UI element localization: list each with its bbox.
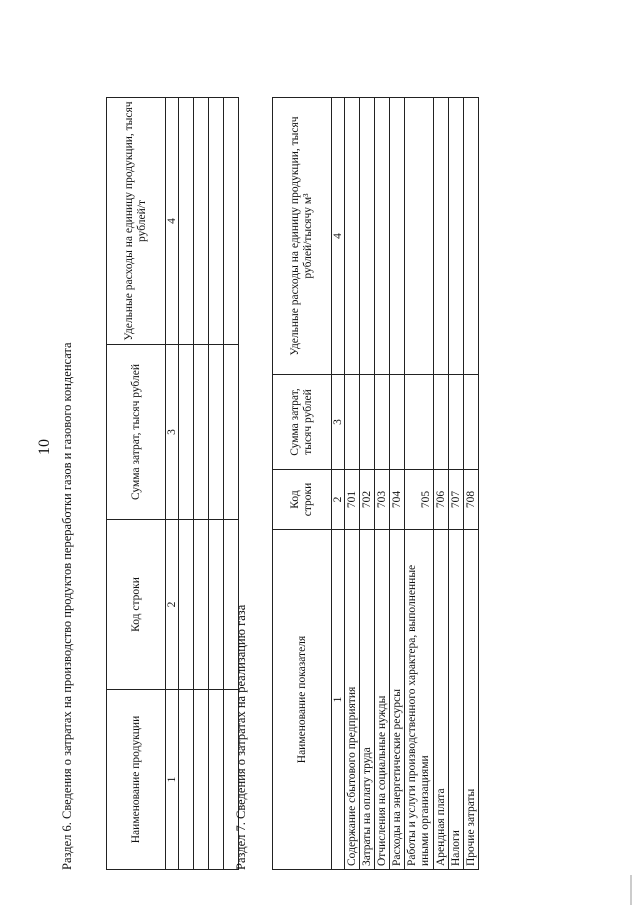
table-cell	[464, 98, 479, 375]
table-cell	[345, 98, 360, 375]
row-code: 708	[464, 470, 479, 530]
table-cell	[209, 98, 224, 345]
table-cell	[224, 98, 239, 345]
row-name: Арендная плата	[434, 530, 449, 870]
table-cell	[434, 375, 449, 470]
row-code: 707	[449, 470, 464, 530]
table-cell	[375, 98, 390, 375]
table-cell	[194, 98, 209, 345]
row-name: Работы и услуги производственного характера, выполненные иными организациями	[405, 530, 434, 870]
table-cell	[224, 345, 239, 520]
column-number: 3	[332, 375, 345, 470]
row-code: 706	[434, 470, 449, 530]
table-cell	[179, 345, 194, 520]
table-cell	[405, 375, 434, 470]
table-cell	[209, 345, 224, 520]
table-header-row	[273, 98, 332, 870]
table-row	[405, 98, 434, 870]
table-row	[209, 98, 224, 870]
section-6-title: Раздел 6. Сведения о затратах на производство продуктов переработки газов и газового конденсата	[60, 342, 74, 870]
header-line-code: Код строки	[273, 470, 332, 530]
table-cell	[390, 98, 405, 375]
table-cell	[360, 98, 375, 375]
table-cell	[464, 375, 479, 470]
column-number: 1	[332, 530, 345, 870]
table-cell	[345, 375, 360, 470]
scan-edge-mark	[630, 875, 632, 905]
table-header-row	[107, 98, 166, 870]
section-7-table	[272, 97, 479, 870]
column-number: 2	[166, 520, 179, 690]
column-number: 4	[332, 98, 345, 375]
column-number: 4	[166, 98, 179, 345]
row-name: Прочие затраты	[464, 530, 479, 870]
column-number: 3	[166, 345, 179, 520]
table-row	[434, 98, 449, 870]
column-number: 1	[166, 690, 179, 870]
table-cell	[194, 690, 209, 870]
header-cost-sum: Сумма затрат, тысяч рублей	[273, 375, 332, 470]
row-name: Отчисления на социальные нужды	[375, 530, 390, 870]
row-name: Расходы на энергетические ресурсы	[390, 530, 405, 870]
table-cell	[449, 98, 464, 375]
table-row	[464, 98, 479, 870]
row-name: Налоги	[449, 530, 464, 870]
table-cell	[179, 98, 194, 345]
row-name: Содержание сбытового предприятия	[345, 530, 360, 870]
table-cell	[449, 375, 464, 470]
column-number: 2	[332, 470, 345, 530]
table-cell	[209, 520, 224, 690]
table-row	[449, 98, 464, 870]
table-row	[360, 98, 375, 870]
header-unit-cost: Удельные расходы на единицу продукции, тысяч рублей/т	[107, 98, 166, 345]
table-cell	[390, 375, 405, 470]
table-row	[179, 98, 194, 870]
row-code: 701	[345, 470, 360, 530]
row-name: Затраты на оплату труда	[360, 530, 375, 870]
row-code: 702	[360, 470, 375, 530]
table-cell	[179, 520, 194, 690]
header-indicator-name: Наименование показателя	[273, 530, 332, 870]
row-code: 704	[390, 470, 405, 530]
section-7-title: Раздел 7. Сведения о затратах на реализацию газа	[234, 604, 248, 870]
table-cell	[179, 690, 194, 870]
table-row	[375, 98, 390, 870]
header-product-name: Наименование продукции	[107, 690, 166, 870]
table-cell	[360, 375, 375, 470]
header-cost-sum: Сумма затрат, тысяч рублей	[107, 345, 166, 520]
table-row	[390, 98, 405, 870]
page-number: 10	[36, 439, 53, 455]
table-cell	[375, 375, 390, 470]
table-row	[194, 98, 209, 870]
section-6-table	[106, 97, 239, 870]
table-cell	[194, 345, 209, 520]
column-number-row	[166, 98, 179, 870]
table-cell	[405, 98, 434, 375]
column-number-row	[332, 98, 345, 870]
table-row	[345, 98, 360, 870]
table-cell	[434, 98, 449, 375]
header-unit-cost: Удельные расходы на единицу продукции, тысяч рублей/тысячу м³	[273, 98, 332, 375]
table-cell	[194, 520, 209, 690]
row-code: 703	[375, 470, 390, 530]
table-cell	[209, 690, 224, 870]
header-line-code: Код строки	[107, 520, 166, 690]
row-code: 705	[405, 470, 434, 530]
